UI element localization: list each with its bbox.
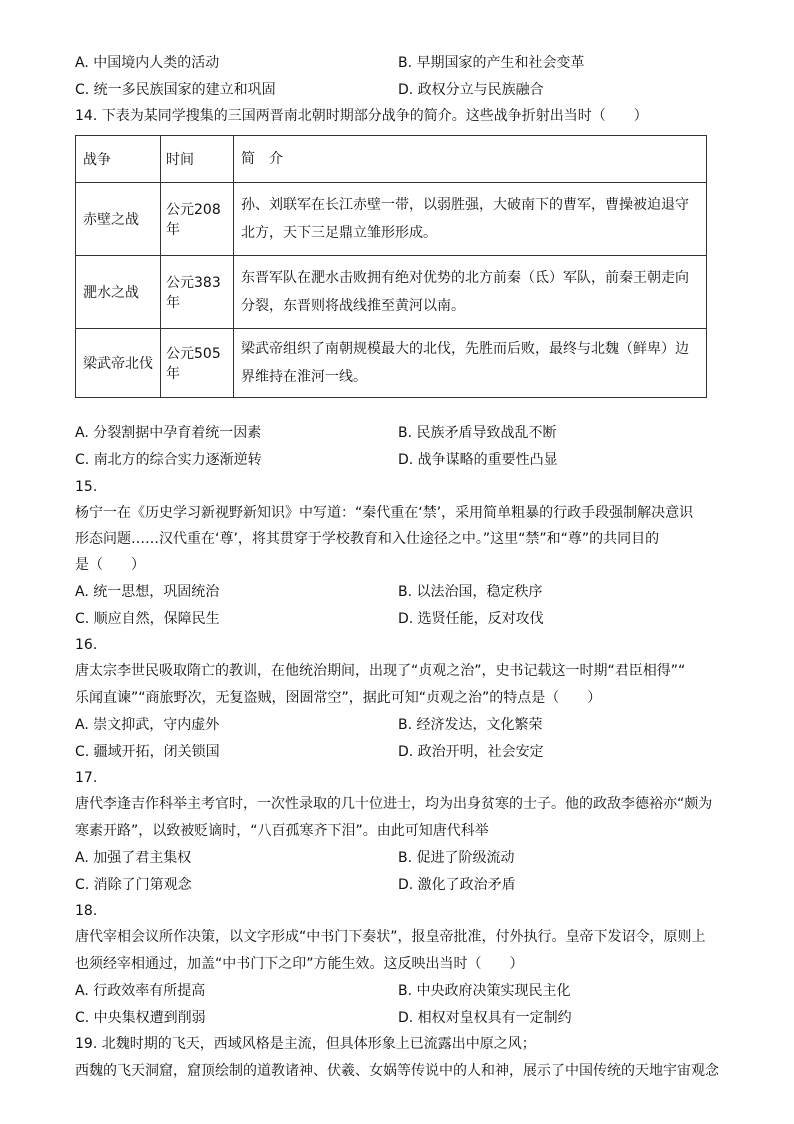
war-desc: 孙、刘联军在长江赤壁一带，以弱胜强，大破南下的曹军，曹操被迫退守北方，天下三足鼎立雏形形成。 xyxy=(234,183,707,256)
header-time: 时间 xyxy=(161,136,234,183)
q16-stem-line-2: 乐闻直谏”“商旅野次，无复盗贼，囹圄常空”，据此可知“贞观之治”的特点是（ ） xyxy=(75,690,602,706)
q16-option-b[interactable]: B. 经济发达，文化繁荣 xyxy=(398,717,543,733)
table-row xyxy=(76,183,707,256)
q14-options-row-1 xyxy=(75,423,715,443)
q14-option-b[interactable]: B. 民族矛盾导致战乱不断 xyxy=(398,425,557,441)
q15-option-a[interactable]: A. 统一思想，巩固统治 xyxy=(75,584,220,600)
q17-options-row-1 xyxy=(75,848,715,868)
q13-option-a[interactable]: A. 中国境内人类的活动 xyxy=(75,55,220,71)
war-name: 淝水之战 xyxy=(76,256,161,329)
q17-options-row-2 xyxy=(75,875,715,895)
war-table xyxy=(75,135,707,398)
q14-option-d[interactable]: D. 战争谋略的重要性凸显 xyxy=(398,452,558,468)
q17-option-b[interactable]: B. 促进了阶级流动 xyxy=(398,850,515,866)
table-row xyxy=(76,256,707,329)
war-time: 公元505年 xyxy=(161,329,234,398)
q16-number: 16. xyxy=(75,637,98,653)
q15-number: 15. xyxy=(75,479,98,495)
q18-option-c[interactable]: C. 中央集权遭到削弱 xyxy=(75,1010,206,1026)
q16-stem-line-1: 唐太宗李世民吸取隋亡的教训，在他统治期间，出现了“贞观之治”，史书记载这一时期“君臣相得”“ xyxy=(75,663,686,679)
q19-stem-line-2: 西魏的飞天洞窟，窟顶绘制的道教诸神、伏羲、女娲等传说中的人和神，展示了中国传统的天地宇宙观念 xyxy=(75,1063,719,1079)
q14-options-row-2 xyxy=(75,450,715,470)
q16-option-a[interactable]: A. 崇文抑武，守内虚外 xyxy=(75,717,220,733)
q15-option-c[interactable]: C. 顺应自然，保障民生 xyxy=(75,611,220,627)
war-time: 公元383年 xyxy=(161,256,234,329)
header-war: 战争 xyxy=(76,136,161,183)
q14-stem: 14. 下表为某同学搜集的三国两晋南北朝时期部分战争的简介。这些战争折射出当时（ ） xyxy=(75,108,648,124)
q16-option-c[interactable]: C. 疆域开拓，闭关锁国 xyxy=(75,744,220,760)
q13-options-row-1 xyxy=(75,53,715,73)
q13-option-d[interactable]: D. 政权分立与民族融合 xyxy=(398,82,544,98)
q19-stem-line-1: 19. 北魏时期的飞天，西域风格是主流，但具体形象上已流露出中原之风； xyxy=(75,1036,536,1052)
q17-option-a[interactable]: A. 加强了君主集权 xyxy=(75,850,192,866)
q16-option-d[interactable]: D. 政治开明，社会安定 xyxy=(398,744,544,760)
q18-number: 18. xyxy=(75,903,98,919)
q18-options-row-1 xyxy=(75,981,715,1001)
q13-option-b[interactable]: B. 早期国家的产生和社会变革 xyxy=(398,55,585,71)
q16-options-row-2 xyxy=(75,742,715,762)
q17-option-d[interactable]: D. 激化了政治矛盾 xyxy=(398,877,516,893)
q15-options-row-1 xyxy=(75,582,715,602)
q15-option-b[interactable]: B. 以法治国，稳定秩序 xyxy=(398,584,543,600)
q17-number: 17. xyxy=(75,770,98,786)
war-name: 梁武帝北伐 xyxy=(76,329,161,398)
war-name: 赤壁之战 xyxy=(76,183,161,256)
header-desc: 简 介 xyxy=(234,136,707,183)
q13-option-c[interactable]: C. 统一多民族国家的建立和巩固 xyxy=(75,82,276,98)
war-desc: 东晋军队在淝水击败拥有绝对优势的北方前秦（氐）军队，前秦王朝走向分裂，东晋则将战线推至黄河以南。 xyxy=(234,256,707,329)
q15-options-row-2 xyxy=(75,609,715,629)
q18-stem-line-2: 也须经宰相通过，加盖“中书门下之印”方能生效。这反映出当时（ ） xyxy=(75,956,524,972)
war-table-header xyxy=(76,136,707,183)
q15-option-d[interactable]: D. 选贤任能，反对攻伐 xyxy=(398,611,544,627)
q18-option-b[interactable]: B. 中央政府决策实现民主化 xyxy=(398,983,571,999)
war-time: 公元208年 xyxy=(161,183,234,256)
q15-stem-line-3: 是（ ） xyxy=(75,557,145,573)
q14-option-c[interactable]: C. 南北方的综合实力逐渐逆转 xyxy=(75,452,262,468)
q18-option-a[interactable]: A. 行政效率有所提高 xyxy=(75,983,206,999)
q15-stem-line-1: 杨宁一在《历史学习新视野新知识》中写道：“秦代重在‘禁’，采用简单粗暴的行政手段强制解决意识 xyxy=(75,505,694,521)
q16-options-row-1 xyxy=(75,715,715,735)
war-desc: 梁武帝组织了南朝规模最大的北伐，先胜而后败，最终与北魏（鲜卑）边界维持在淮河一线。 xyxy=(234,329,707,398)
q17-option-c[interactable]: C. 消除了门第观念 xyxy=(75,877,192,893)
q18-stem-line-1: 唐代宰相会议所作决策，以文字形成“中书门下奏状”，报皇帝批准，付外执行。皇帝下发诏令，原则上 xyxy=(75,929,706,945)
table-row xyxy=(76,329,707,398)
q18-option-d[interactable]: D. 相权对皇权具有一定制约 xyxy=(398,1010,572,1026)
q18-options-row-2 xyxy=(75,1008,715,1028)
q14-option-a[interactable]: A. 分裂割据中孕育着统一因素 xyxy=(75,425,262,441)
q17-stem-line-2: 寒素开路”，以致被贬谪时，“八百孤寒齐下泪”。由此可知唐代科举 xyxy=(75,823,489,839)
q15-stem-line-2: 形态问题……汉代重在‘尊’，将其贯穿于学校教育和入仕途径之中。”这里“禁”和“尊”的共同目的 xyxy=(75,531,660,547)
q17-stem-line-1: 唐代李逢吉作科举主考官时，一次性录取的几十位进士，均为出身贫寒的士子。他的政敌李德裕亦“颇为 xyxy=(75,796,713,812)
q13-options-row-2 xyxy=(75,80,715,100)
